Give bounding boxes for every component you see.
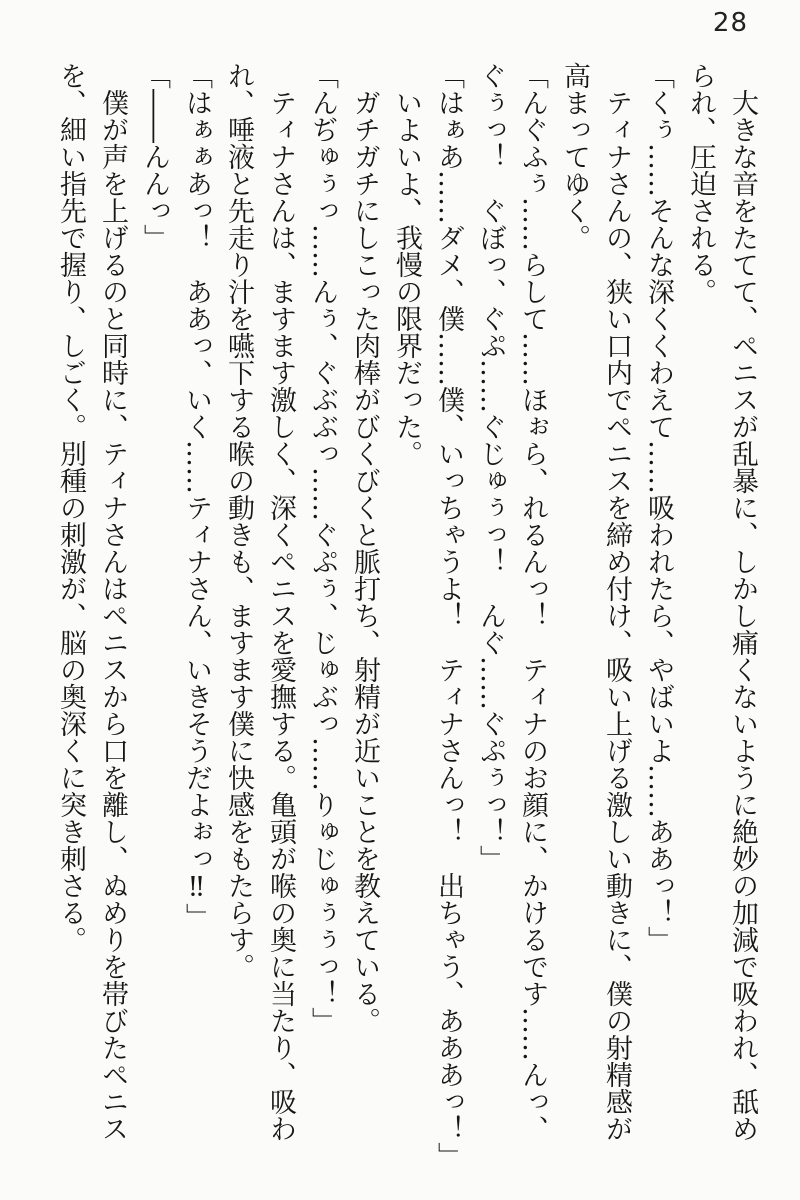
text-column: 「はぁあ……ダメ、僕……僕、いっちゃうよ！ ティナさんっ！ 出ちゃう、あああっ！」 xyxy=(433,62,464,1169)
text-column: られ、圧迫される。 xyxy=(685,62,716,305)
text-column: 大きな音をたてて、ペニスが乱暴に、しかし痛くないように絶妙の加減で吸われ、舐め xyxy=(727,62,758,1142)
text-column: を、細い指先で握り、しごく。別種の刺激が、脳の奥深くに突き刺さる。 xyxy=(55,62,86,953)
text-column: ティナさんの、狭い口内でペニスを締め付け、吸い上げる激しい動きに、僕の射精感が xyxy=(601,62,632,1142)
text-column: れ、唾液と先走り汁を嚥下する喉の動きも、ますます僕に快感をもたらす。 xyxy=(223,62,254,980)
page-number: 28 xyxy=(712,8,748,38)
text-column: 高まってゆく。 xyxy=(559,62,590,251)
text-body xyxy=(49,62,763,1192)
text-column: 「んぢゅぅっ……んぅ、ぐぶぶっ……ぐぷぅ、じゅぶっ……りゅじゅぅぅっ！」 xyxy=(307,62,338,1034)
text-column: ぐぅっ！ ぐぼっ、ぐぷ……ぐじゅぅっ！ んぐ……ぐぷぅっ！」 xyxy=(475,62,506,872)
text-column: ガチガチにしこった肉棒がびくびくと脈打ち、射精が近いことを教えている。 xyxy=(349,62,380,1034)
text-column: 僕が声を上げるのと同時に、ティナさんはペニスから口を離し、ぬめりを帯びたペニス xyxy=(97,62,128,1142)
text-column: 「――んんっ」 xyxy=(139,62,170,251)
text-column: 「くぅ……そんな深くくわえて……吸われたら、やばいよ……ああっ！」 xyxy=(643,62,674,953)
text-column: 「はぁぁあっ！ ああっ、いく……ティナさん、いきそうだよぉっ‼」 xyxy=(181,62,212,930)
text-column: 「んぐふぅ……らして……ほぉら、れるんっ！ ティナのお顔に、かけるです……んっ、 xyxy=(517,62,548,1142)
text-column: いよいよ、我慢の限界だった。 xyxy=(391,62,422,467)
text-column: ティナさんは、ますます激しく、深くペニスを愛撫する。亀頭が喉の奥に当たり、吸わ xyxy=(265,62,296,1142)
